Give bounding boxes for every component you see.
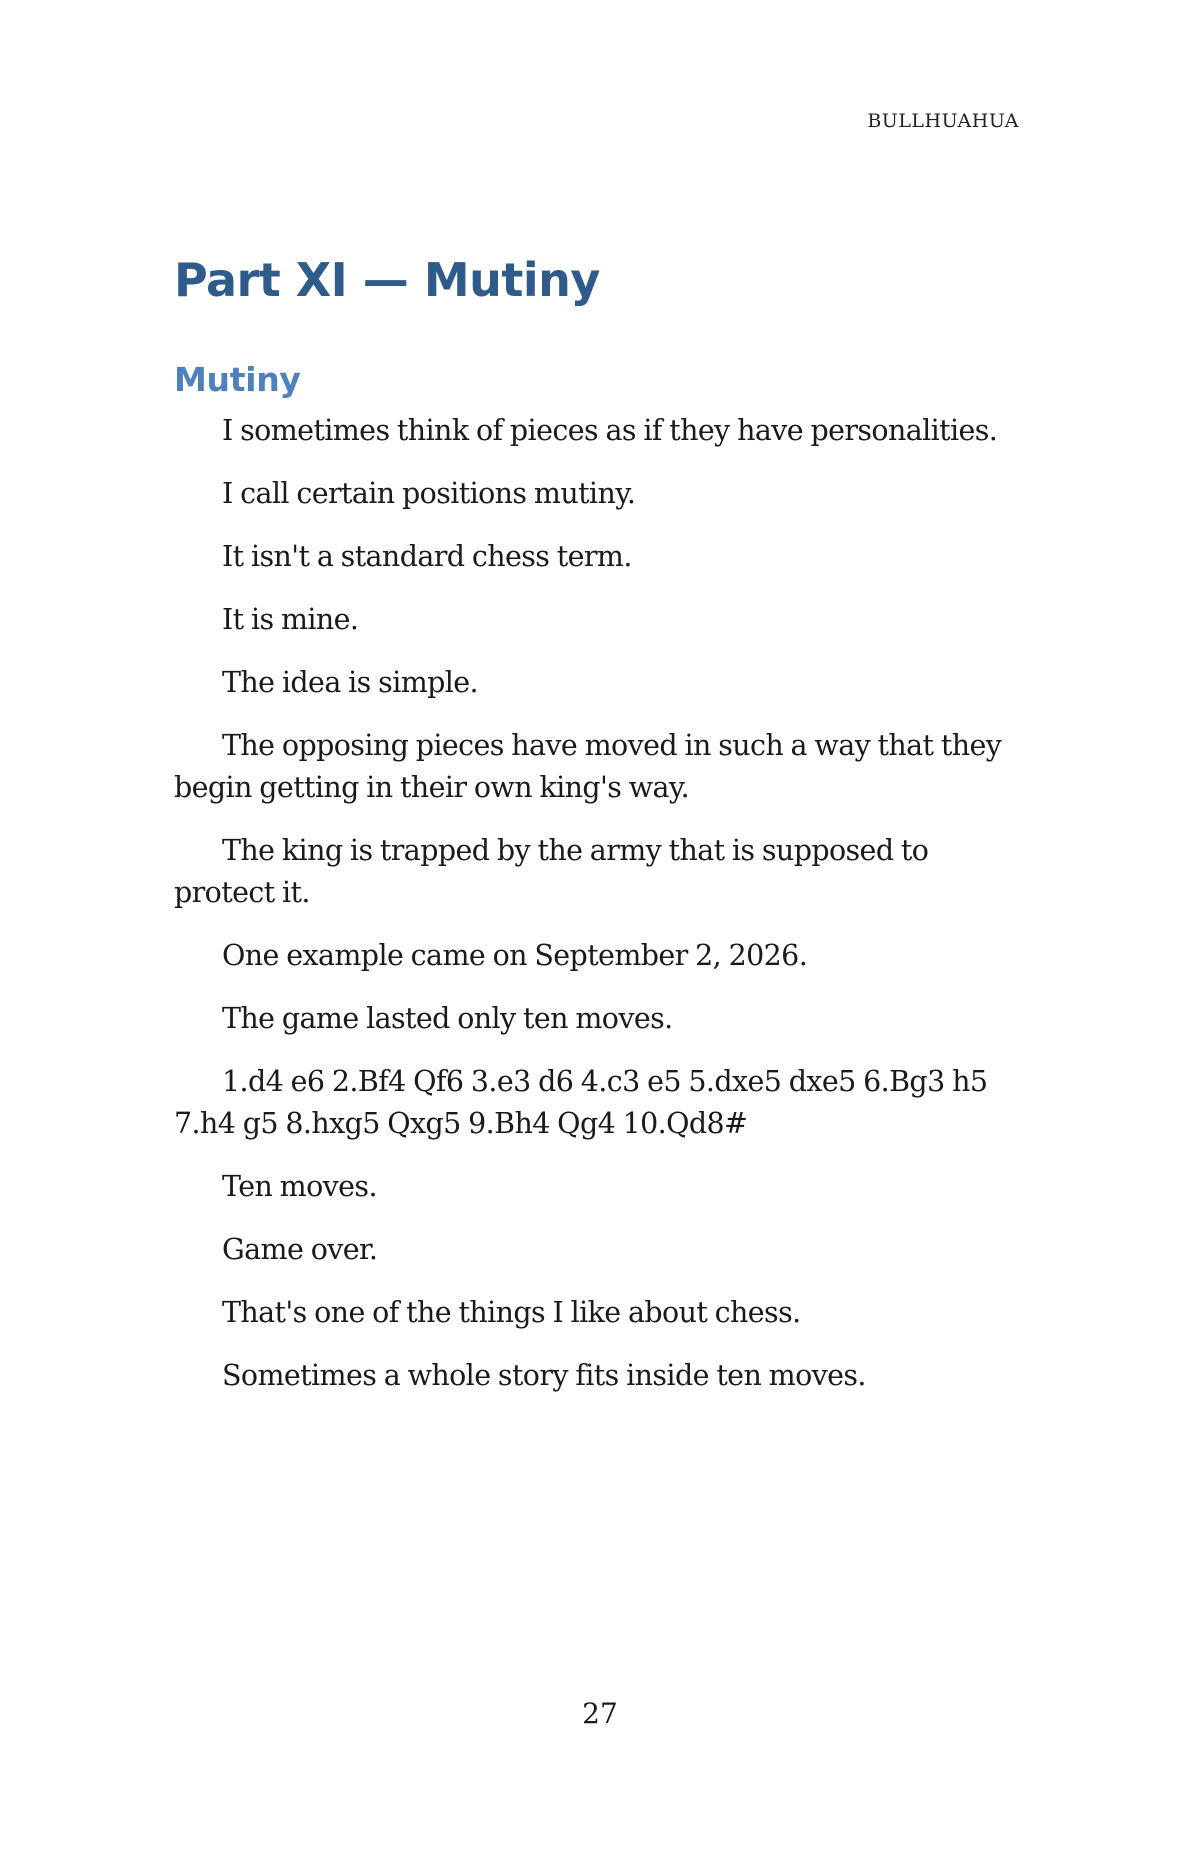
paragraph: That's one of the things I like about chess. <box>222 1296 801 1329</box>
paragraph: Ten moves. <box>222 1170 377 1203</box>
paragraph: I sometimes think of pieces as if they have personalities. <box>222 414 998 447</box>
page-number: 27 <box>582 1697 618 1730</box>
paragraph: It isn't a standard chess term. <box>222 540 632 573</box>
paragraph: The king is trapped by the army that is supposed to protect it. <box>174 834 929 909</box>
part-title: Part XI — Mutiny <box>174 253 600 307</box>
page-content <box>174 250 1034 1418</box>
paragraph: It is mine. <box>222 603 359 636</box>
paragraph: Game over. <box>222 1233 378 1266</box>
paragraph: I call certain positions mutiny. <box>222 477 636 510</box>
paragraph: The opposing pieces have moved in such a way that they begin getting in their own king's way. <box>174 729 1002 804</box>
paragraph: Sometimes a whole story fits inside ten moves. <box>222 1359 866 1392</box>
paragraph: One example came on September 2, 2026. <box>222 939 808 972</box>
body-text <box>174 410 1034 1397</box>
section-title: Mutiny <box>174 360 301 399</box>
chess-moves-paragraph: 1.d4 e6 2.Bf4 Qf6 3.e3 d6 4.c3 e5 5.dxe5 dxe5 6.Bg3 h5 7.h4 g5 8.hxg5 Qxg5 9.Bh4 Qg4 10.Qd8# <box>174 1065 988 1140</box>
paragraph: The game lasted only ten moves. <box>222 1002 673 1035</box>
paragraph: The idea is simple. <box>222 666 479 699</box>
running-head: BULLHUAHUA <box>867 110 1019 132</box>
